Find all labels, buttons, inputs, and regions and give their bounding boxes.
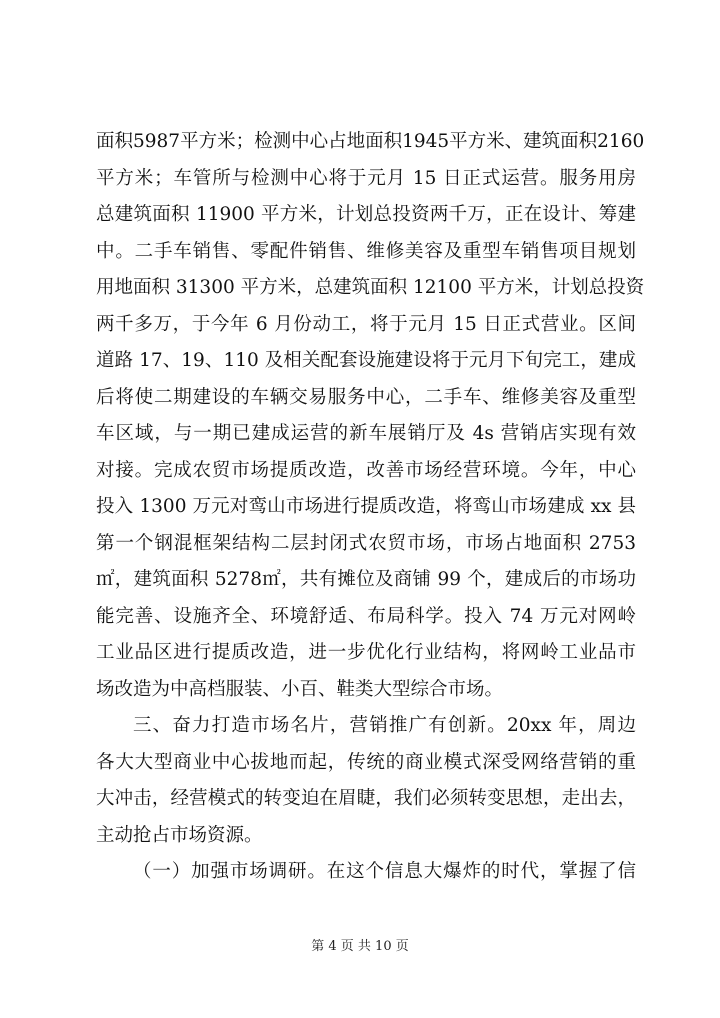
text-line: 道路 17、19、110 及相关配套设施建设将于元月下旬完工，建成 — [96, 350, 636, 371]
text-line: 平方米；车管所与检测中心将于元月 15 日正式运营。服务用房 — [96, 167, 636, 189]
text-line: 投入 1300 万元对鸾山市场进行提质改造，将鸾山市场建成 xx 县 — [96, 496, 636, 517]
text-line: 场改造为中高档服装、小百、鞋类大型综合市场。 — [96, 678, 504, 700]
text-line: 中。二手车销售、零配件销售、维修美容及重型车销售项目规划 — [96, 240, 636, 262]
text-line: 对接。完成农贸市场提质改造，改善市场经营环境。今年，中心 — [96, 459, 636, 481]
text-line: 大冲击，经营模式的转变迫在眉睫，我们必须转变思想，走出去， — [96, 788, 636, 809]
text-line: 工业品区进行提质改造，进一步优化行业结构，将网岭工业品市 — [96, 642, 636, 663]
text-line: 后将使二期建设的车辆交易服务中心，二手车、维修美容及重型 — [96, 386, 636, 408]
text-line: 能完善、设施齐全、环境舒适、布局科学。投入 74 万元对网岭 — [96, 605, 636, 627]
text-line: 主动抢占市场资源。 — [96, 824, 263, 846]
text-line: 总建筑面积 11900 平方米，计划总投资两千万，正在设计、筹建 — [96, 204, 636, 225]
text-line: 各大大型商业中心拔地而起，传统的商业模式深受网络营销的重 — [96, 751, 636, 773]
page-number-footer: 第 4 页 共 10 页 — [311, 939, 409, 954]
text-line: 车区域，与一期已建成运营的新车展销厅及 4s 营销店实现有效 — [96, 423, 636, 444]
text-line: 两千多万，于今年 6 月份动工，将于元月 15 日正式营业。区间 — [96, 313, 636, 335]
text-line: 第一个钢混框架结构二层封闭式农贸市场，市场占地面积 2753 — [96, 532, 636, 554]
text-line: 用地面积 31300 平方米，总建筑面积 12100 平方米，计划总投资 — [96, 277, 645, 298]
text-line: ㎡，建筑面积 5278㎡，共有摊位及商铺 99 个，建成后的市场功 — [96, 569, 636, 590]
section-heading-line: 三、奋力打造市场名片，营销推广有创新。20xx 年，周边 — [133, 715, 636, 736]
subsection-heading-line: （一）加强市场调研。在这个信息大爆炸的时代，掌握了信 — [133, 861, 636, 882]
text-line: 面积5987平方米；检测中心占地面积1945平方米、建筑面积2160 — [96, 131, 645, 152]
body-text — [96, 124, 645, 891]
